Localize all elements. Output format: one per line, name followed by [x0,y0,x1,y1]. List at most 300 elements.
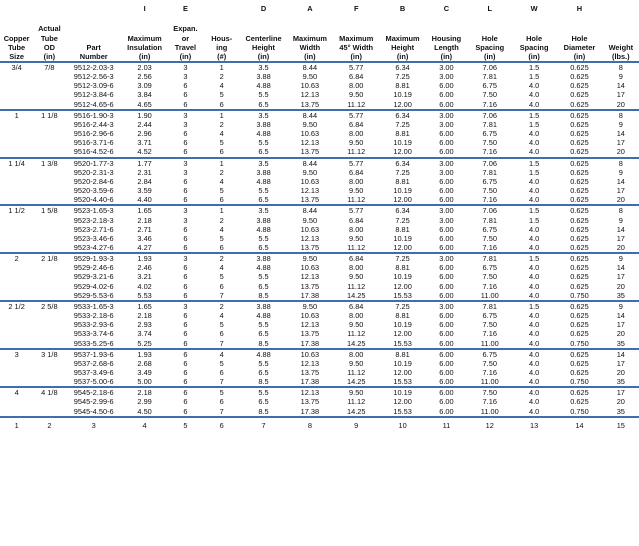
value-cell: 10.19 [393,233,412,243]
value-cell: 6 [183,397,188,407]
value-cell: 12.00 [393,147,412,157]
value-cell: 5.5 [258,90,269,100]
part-number-cell: 9520-1.77-3 [66,158,122,168]
value-cell: 6.00 [439,242,454,252]
value-cell: 3.5 [240,110,287,120]
value-cell: 0.625 [556,205,602,215]
value-cell: 0.625 [570,176,589,186]
column-number: 6 [204,417,240,434]
value-cell: 4.0 [528,224,540,234]
value-cell: 11.12 [347,397,366,407]
table-row [0,301,639,311]
value-cell: 4.40 [137,195,152,205]
value-cell: 6.00 [439,377,454,387]
value-cell: 20 [616,195,625,205]
value-cell: 9 [618,167,623,177]
value-cell: 5.77 [333,205,380,215]
value-cell: 6.00 [439,406,454,416]
value-cell: 6.84 [349,167,364,177]
value-cell: 0.625 [556,253,602,263]
part-number-cell: 9545-2.18-6 [66,387,122,397]
column-letter: D [260,3,267,13]
value-cell: 9.50 [287,301,332,311]
value-cell: 3.5 [240,158,287,168]
table-row [0,282,639,291]
value-cell: 2.99 [137,397,152,407]
value-cell: 6 [183,281,188,291]
column-number: 2 [33,417,65,434]
value-cell: 6 [183,338,188,348]
value-cell: 2 [219,119,224,129]
tube-size-cell [0,100,33,110]
value-cell: 8.00 [333,349,380,359]
tube-od-cell [33,168,65,177]
value-cell: 3.88 [240,301,287,311]
value-cell: 5.5 [258,186,269,196]
tube-size-cell [0,243,33,253]
part-number-cell: 9523-3.46-6 [73,233,114,243]
value-cell: 0.625 [570,233,589,243]
value-cell: 9 [603,301,639,311]
tube-od-cell [33,320,65,329]
value-cell: 11.12 [347,195,366,205]
tube-size-cell [0,282,33,291]
value-cell: 6 [219,147,224,157]
value-cell: 6.75 [482,311,497,321]
column-number: 7 [240,417,287,434]
value-cell: 10.63 [300,224,320,234]
value-cell: 17.38 [300,377,320,387]
value-cell: 13.75 [300,368,320,377]
value-cell: 0.625 [570,167,589,177]
part-number-cell: 9537-1.93-6 [66,349,122,359]
column-number: 4 [122,417,167,434]
value-cell: 6.00 [439,138,454,148]
value-cell: 2.18 [137,311,152,321]
value-cell: 15.53 [393,377,412,387]
tube-size-cell: 3/4 [0,62,33,72]
value-cell: 9 [603,253,639,263]
value-cell: 11.12 [347,329,366,339]
value-cell: 13.75 [300,397,320,407]
value-cell: 15.53 [393,338,412,348]
tube-size-cell [0,147,33,157]
value-cell: 3.88 [256,119,271,129]
value-cell: 7.25 [395,167,410,177]
value-cell: 14 [603,349,639,359]
tube-od-cell: 2 5/8 [33,301,65,311]
value-cell: 6.5 [258,329,269,339]
column-header: Hole Diameter (in) [556,13,602,62]
value-cell: 4.52 [137,147,152,157]
column-number: 14 [556,417,602,434]
value-cell: 6 [183,81,188,91]
value-cell: 7 [219,338,224,348]
value-cell: 4.88 [256,176,271,186]
value-cell: 1.93 [122,253,167,263]
value-cell: 2.56 [137,72,152,82]
value-cell: 4.0 [528,99,540,109]
tube-od-cell [33,329,65,338]
value-cell: 3.88 [240,253,287,263]
value-cell: 6.34 [380,62,425,72]
tube-size-cell [0,168,33,177]
value-cell: 8.5 [258,377,269,387]
value-cell: 0.625 [570,224,589,234]
value-cell: 2.84 [137,176,152,186]
table-row [0,349,639,359]
value-cell: 1 [204,62,240,72]
value-cell: 4.02 [137,281,152,291]
value-cell: 6 [219,329,224,339]
value-cell: 3.00 [425,158,467,168]
table-row [0,110,639,120]
value-cell: 3.00 [425,205,467,215]
value-cell: 6.00 [439,147,454,157]
value-cell: 6 [183,90,188,100]
value-cell: 5 [219,186,224,196]
value-cell: 10.19 [380,387,425,397]
value-cell: 1 [204,158,240,168]
value-cell: 6.00 [439,224,454,234]
column-header: Housing Length (in) [425,13,467,62]
value-cell: 7.50 [482,272,497,282]
table-row [0,138,639,147]
value-cell: 6.75 [482,224,497,234]
table-row [0,62,639,72]
tube-size-cell [0,263,33,272]
table-row [0,100,639,110]
value-cell: 3 [167,158,203,168]
column-header: Copper Tube Size [0,13,33,62]
part-number-cell: 9545-4.50-6 [73,406,114,416]
value-cell: 6.5 [258,281,269,291]
column-number: 8 [287,417,332,434]
value-cell: 14 [616,224,625,234]
column-header-row [0,13,639,62]
value-cell: 9.50 [349,272,364,282]
value-cell: 9 [618,119,623,129]
table-row [0,234,639,243]
part-number-cell: 9520-2.31-3 [73,167,114,177]
value-cell: 7.16 [482,147,497,157]
column-letter: B [399,3,406,13]
value-cell: 6 [183,311,188,321]
column-header: Maximum Insulation (in) [122,13,167,62]
column-letter [0,0,33,13]
tube-size-cell [0,129,33,138]
value-cell: 2.46 [137,263,152,273]
value-cell: 17 [616,358,625,368]
value-cell: 7.81 [482,215,497,225]
tube-size-cell [0,234,33,243]
value-cell: 6.00 [439,263,454,273]
value-cell: 13.75 [300,281,320,291]
value-cell: 3.71 [137,138,152,148]
value-cell: 3.88 [256,215,271,225]
value-cell: 11.12 [347,281,366,291]
value-cell: 12.13 [300,233,320,243]
value-cell: 0.625 [570,129,589,139]
value-cell: 6.00 [439,358,454,368]
value-cell: 4 [204,349,240,359]
value-cell: 1.5 [512,62,556,72]
value-cell: 8.00 [349,263,364,273]
value-cell: 3.00 [439,119,454,129]
value-cell: 0.625 [570,272,589,282]
value-cell: 4.0 [528,147,540,157]
value-cell: 8.00 [349,81,364,91]
value-cell: 7 [219,406,224,416]
value-cell: 3 [183,167,188,177]
value-cell: 6.5 [258,99,269,109]
value-cell: 8.81 [395,224,410,234]
tube-size-cell [0,195,33,205]
value-cell: 0.625 [570,215,589,225]
part-number-cell: 9533-3.74-6 [73,329,114,339]
value-cell: 4.0 [528,242,540,252]
value-cell: 4.0 [528,195,540,205]
value-cell: 7.06 [468,110,512,120]
value-cell: 0.625 [570,81,589,91]
value-cell: 6 [183,176,188,186]
table-row [0,129,639,138]
value-cell: 8 [603,110,639,120]
tube-od-cell [33,234,65,243]
value-cell: 4.0 [528,129,540,139]
value-cell: 7.16 [482,99,497,109]
part-number-cell: 9512-3.09-6 [73,81,114,91]
value-cell: 4.0 [528,377,540,387]
part-number-cell: 9520-3.59-6 [73,186,114,196]
value-cell: 9 [618,72,623,82]
value-cell: 8.81 [380,349,425,359]
value-cell: 10.19 [393,358,412,368]
value-cell: 8.00 [349,129,364,139]
value-cell: 6.00 [439,233,454,243]
table-row [0,72,639,81]
value-cell: 3.00 [439,167,454,177]
value-cell: 1.5 [528,215,540,225]
table-row [0,186,639,195]
value-cell: 6.00 [439,176,454,186]
column-letter-row [0,0,639,13]
value-cell: 6.84 [333,301,380,311]
value-cell: 17.38 [300,338,320,348]
value-cell: 3 [167,205,203,215]
value-cell: 12.00 [393,281,412,291]
value-cell: 3.00 [425,110,467,120]
value-cell: 6 [183,329,188,339]
value-cell: 6 [183,233,188,243]
table-row [0,225,639,234]
value-cell: 8.81 [395,176,410,186]
value-cell: 1.5 [512,301,556,311]
value-cell: 3.5 [240,205,287,215]
value-cell: 8.5 [258,290,269,300]
value-cell: 6.5 [258,195,269,205]
value-cell: 6 [183,138,188,148]
value-cell: 6.00 [439,90,454,100]
value-cell: 1.93 [122,349,167,359]
table-row [0,339,639,349]
part-number-cell: 9512-2.03-3 [66,62,122,72]
column-number: 13 [512,417,556,434]
part-number-cell: 9529-3.21-6 [73,272,114,282]
value-cell: 6 [219,99,224,109]
value-cell: 6 [183,406,188,416]
value-cell: 1.65 [122,301,167,311]
tube-size-cell [0,72,33,81]
value-cell: 3.5 [240,62,287,72]
column-number: 15 [603,417,639,434]
value-cell: 7.50 [482,90,497,100]
value-cell: 10.19 [393,320,412,330]
column-letter: W [530,3,538,13]
value-cell: 5 [219,358,224,368]
value-cell: 7.25 [395,119,410,129]
column-header: Centerline Height (in) [240,13,287,62]
value-cell: 5.77 [333,110,380,120]
column-number: 12 [468,417,512,434]
value-cell: 15.53 [393,290,412,300]
value-cell: 6 [183,224,188,234]
table-row [0,147,639,157]
value-cell: 11.12 [347,147,366,157]
value-cell: 0.625 [570,195,589,205]
value-cell: 7.16 [482,329,497,339]
value-cell: 6.75 [482,81,497,91]
value-cell: 6.84 [349,215,364,225]
value-cell: 4.0 [528,290,540,300]
value-cell: 35 [616,406,625,416]
value-cell: 1.90 [122,110,167,120]
value-cell: 13.75 [300,329,320,339]
tube-size-cell [0,377,33,387]
value-cell: 0.625 [556,62,602,72]
tube-size-cell [0,90,33,99]
value-cell: 14 [616,81,625,91]
tube-od-cell [33,120,65,129]
part-number-cell: 9520-2.84-6 [73,176,114,186]
value-cell: 13.75 [300,99,320,109]
value-cell: 11.12 [347,242,366,252]
value-cell: 20 [616,99,625,109]
value-cell: 12.00 [393,329,412,339]
table-row [0,81,639,90]
value-cell: 6.00 [439,272,454,282]
value-cell: 6.00 [439,338,454,348]
value-cell: 12.00 [393,99,412,109]
value-cell: 4.0 [528,406,540,416]
value-cell: 3.21 [137,272,152,282]
value-cell: 6.34 [380,110,425,120]
tube-size-cell [0,186,33,195]
value-cell: 9.50 [349,186,364,196]
value-cell: 8.44 [287,110,332,120]
tube-size-cell [0,225,33,234]
value-cell: 3 [183,215,188,225]
value-cell: 8.5 [258,338,269,348]
tube-od-cell [33,100,65,110]
value-cell: 10.63 [300,263,320,273]
value-cell: 0.625 [570,263,589,273]
tube-size-cell [0,291,33,301]
value-cell: 3.88 [256,167,271,177]
value-cell: 2 [204,253,240,263]
value-cell: 6 [183,320,188,330]
table-row [0,291,639,301]
value-cell: 20 [616,329,625,339]
value-cell: 6 [219,195,224,205]
tube-size-cell [0,81,33,90]
value-cell: 4.0 [512,387,556,397]
value-cell: 7.06 [468,158,512,168]
value-cell: 0.625 [570,119,589,129]
tube-od-cell: 3 1/8 [33,349,65,359]
value-cell: 0.625 [570,311,589,321]
value-cell: 7.25 [380,253,425,263]
tube-od-cell [33,397,65,406]
value-cell: 4.88 [240,349,287,359]
part-number-cell: 9516-4.52-6 [73,147,114,157]
value-cell: 7.50 [468,387,512,397]
value-cell: 4.0 [528,90,540,100]
value-cell: 5 [219,272,224,282]
value-cell: 6 [167,349,203,359]
table-row [0,263,639,272]
value-cell: 2.71 [137,224,152,234]
value-cell: 17 [603,387,639,397]
value-cell: 0.625 [570,329,589,339]
value-cell: 6.00 [439,368,454,377]
part-number-cell: 9523-4.27-6 [73,242,114,252]
part-number-cell: 9537-2.68-6 [73,358,114,368]
tube-size-cell: 2 1/2 [0,301,33,311]
table-row [0,311,639,320]
tube-size-cell [0,368,33,377]
value-cell: 3.00 [425,62,467,72]
value-cell: 6 [219,242,224,252]
value-cell: 12.00 [393,195,412,205]
value-cell: 17 [616,186,625,196]
value-cell: 8 [603,205,639,215]
tube-od-cell [33,263,65,272]
value-cell: 14.25 [346,377,366,387]
value-cell: 1 [204,110,240,120]
value-cell: 35 [616,377,625,387]
column-letter: H [576,3,583,13]
part-number-cell: 9545-2.99-6 [73,397,114,407]
value-cell: 8 [603,62,639,72]
value-cell: 6.00 [439,290,454,300]
table-row [0,368,639,377]
value-cell: 5.5 [240,387,287,397]
value-cell: 7.50 [482,320,497,330]
value-cell: 5.53 [137,290,152,300]
value-cell: 5 [204,387,240,397]
value-cell: 6.5 [258,242,269,252]
value-cell: 12.13 [287,387,332,397]
value-cell: 8.00 [349,311,364,321]
value-cell: 5.5 [258,358,269,368]
value-cell: 5.77 [333,62,380,72]
value-cell: 1 [204,205,240,215]
value-cell: 8.44 [287,158,332,168]
tube-od-cell [33,186,65,195]
value-cell: 4.65 [137,99,152,109]
column-header: Hole Spacing (in) [468,13,512,62]
